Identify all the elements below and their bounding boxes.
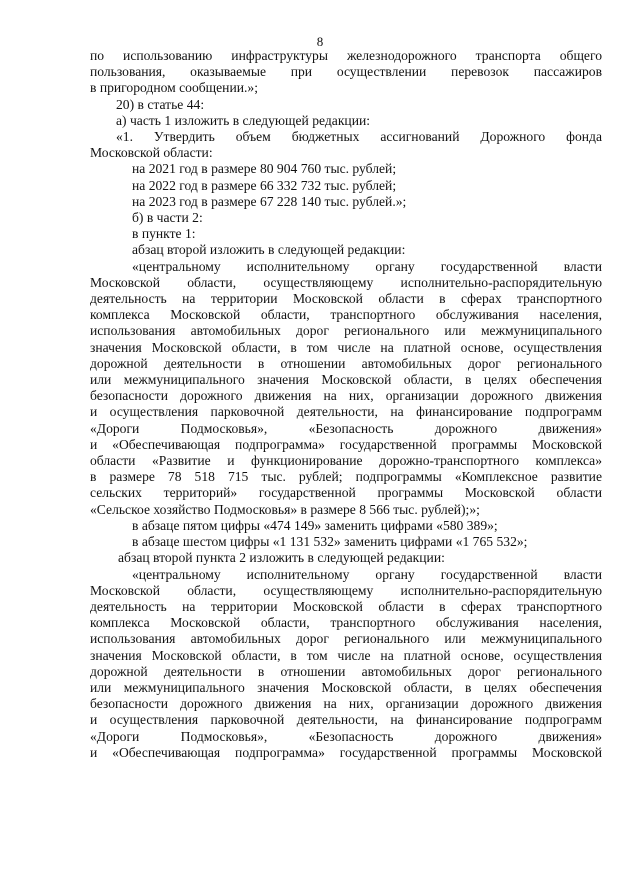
text-line: или межмуниципального значения Московской области, в целях обеспечения [90, 372, 602, 388]
text-line: или межмуниципального значения Московской области, в целях обеспечения [90, 679, 602, 695]
text-line: комплекса Московской области, транспортного обслуживания населения, [90, 615, 602, 631]
text-line: «1. Утвердить объем бюджетных ассигнований Дорожного фонда [116, 129, 602, 145]
text-line: и «Обеспечивающая подпрограмма» государственной программы Московской [90, 436, 602, 452]
text-line: «центральному исполнительному органу государственной власти [132, 258, 602, 274]
text-line: «центральному исполнительному органу государственной власти [132, 566, 602, 582]
text-line: 20) в статье 44: [116, 96, 205, 112]
text-line: а) часть 1 изложить в следующей редакции: [116, 112, 371, 128]
text-line: в пригородном сообщении.»; [90, 80, 258, 96]
text-line: Московской области, осуществляющему исполнительно-распорядительную [90, 274, 602, 290]
text-line: абзац второй пункта 2 изложить в следующей редакции: [118, 550, 445, 566]
text-line: дорожной деятельности в отношении автомобильных дорог регионального [90, 355, 602, 371]
text-line: Московской области: [90, 145, 213, 161]
text-line: комплекса Московской области, транспортного обслуживания населения, [90, 307, 602, 323]
text-line: б) в части 2: [132, 210, 203, 226]
text-line: значения Московской области, в том числе на платной основе, осуществления [90, 339, 602, 355]
text-line: на 2023 год в размере 67 228 140 тыс. рублей.»; [132, 193, 407, 209]
text-line: абзац второй изложить в следующей редакции: [132, 242, 406, 258]
text-line: «Дороги Подмосковья», «Безопасность дорожного движения» [90, 420, 602, 436]
text-line: на 2022 год в размере 66 332 732 тыс. рублей; [132, 177, 397, 193]
text-line: пользования, оказываемые при осуществлении перевозок пассажиров [90, 64, 602, 80]
document-body [90, 48, 602, 761]
text-line: безопасности дорожного движения на них, организации дорожного движения [90, 388, 602, 404]
text-line: сельских территорий» государственной программы Московской области [90, 485, 602, 501]
text-line: в абзаце пятом цифры «474 149» заменить цифрами «580 389»; [132, 517, 498, 533]
text-line: «Сельское хозяйство Подмосковья» в размере 8 566 тыс. рублей);»; [90, 501, 480, 517]
text-line: «Дороги Подмосковья», «Безопасность дорожного движения» [90, 728, 602, 744]
text-line: дорожной деятельности в отношении автомобильных дорог регионального [90, 663, 602, 679]
text-line: использования автомобильных дорог регионального или межмуниципального [90, 323, 602, 339]
text-line: и «Обеспечивающая подпрограмма» государственной программы Московской [90, 744, 602, 760]
text-line: значения Московской области, в том числе на платной основе, осуществления [90, 647, 602, 663]
text-line: на 2021 год в размере 80 904 760 тыс. рублей; [132, 161, 397, 177]
text-line: области «Развитие и функционирование дорожно-транспортного комплекса» [90, 453, 602, 469]
text-line: в пункте 1: [132, 226, 196, 242]
text-line: по использованию инфраструктуры железнодорожного транспорта общего [90, 48, 602, 63]
page-number: 8 [316, 34, 324, 49]
text-line: использования автомобильных дорог регионального или межмуниципального [90, 631, 602, 647]
text-line: и осуществления парковочной деятельности, на финансирование подпрограмм [90, 712, 602, 728]
text-line: деятельность на территории Московской области в сферах транспортного [90, 291, 602, 307]
text-line: Московской области, осуществляющему исполнительно-распорядительную [90, 582, 602, 598]
text-line: безопасности дорожного движения на них, организации дорожного движения [90, 696, 602, 712]
text-line: и осуществления парковочной деятельности, на финансирование подпрограмм [90, 404, 602, 420]
text-line: деятельность на территории Московской области в сферах транспортного [90, 598, 602, 614]
text-line: в абзаце шестом цифры «1 131 532» заменить цифрами «1 765 532»; [132, 534, 528, 550]
text-line: в размере 78 518 715 тыс. рублей; подпрограммы «Комплексное развитие [90, 469, 602, 485]
